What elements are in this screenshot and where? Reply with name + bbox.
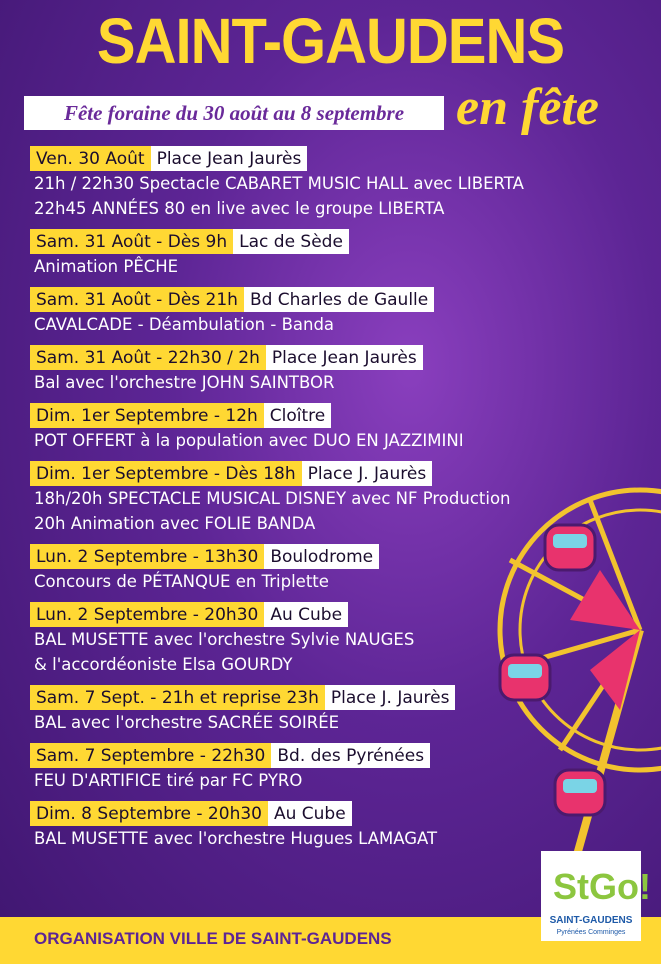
- event-description: Bal avec l'orchestre JOHN SAINTBOR: [34, 373, 335, 392]
- event-item: [30, 461, 630, 536]
- event-item: [30, 801, 630, 851]
- event-header: [30, 345, 630, 370]
- event-date: Dim. 1er Septembre - 12h: [30, 403, 264, 428]
- event-header: [30, 461, 630, 486]
- event-date: Sam. 31 Août - Dès 9h: [30, 229, 233, 254]
- city-logo: [541, 851, 651, 941]
- event-date: Sam. 7 Septembre - 22h30: [30, 743, 271, 768]
- event-header: [30, 229, 630, 254]
- event-description: CAVALCADE - Déambulation - Banda: [34, 315, 335, 334]
- event-description: 20h Animation avec FOLIE BANDA: [34, 514, 316, 533]
- event-date: Sam. 31 Août - 22h30 / 2h: [30, 345, 266, 370]
- event-item: [30, 345, 630, 395]
- logo-icon: [541, 851, 651, 941]
- event-item: [30, 685, 630, 735]
- event-header: [30, 287, 630, 312]
- event-description: BAL avec l'orchestre SACRÉE SOIRÉE: [34, 713, 340, 732]
- event-item: [30, 287, 630, 337]
- event-description: POT OFFERT à la population avec DUO EN JAZZIMINI: [34, 431, 464, 450]
- event-list: [30, 146, 630, 859]
- event-place: Au Cube: [264, 602, 348, 627]
- event-header: [30, 602, 630, 627]
- event-description: Animation PÊCHE: [34, 257, 179, 276]
- event-item: [30, 229, 630, 279]
- event-description: 22h45 ANNÉES 80 en live avec le groupe LIBERTA: [34, 199, 445, 218]
- svg-text:StGo!: StGo!: [553, 866, 651, 907]
- event-description: Concours de PÉTANQUE en Triplette: [34, 572, 329, 591]
- event-description: & l'accordéoniste Elsa GOURDY: [34, 655, 293, 674]
- event-description: FEU D'ARTIFICE tiré par FC PYRO: [34, 771, 303, 790]
- event-item: [30, 602, 630, 677]
- event-header: [30, 801, 630, 826]
- event-date: Lun. 2 Septembre - 13h30: [30, 544, 264, 569]
- svg-text:Pyrénées Comminges: Pyrénées Comminges: [556, 929, 626, 936]
- event-description: 21h / 22h30 Spectacle CABARET MUSIC HALL avec LIBERTA: [34, 174, 524, 193]
- poster-title: SAINT-GAUDENS: [96, 5, 565, 78]
- event-place: Place J. Jaurès: [325, 685, 456, 710]
- event-place: Boulodrome: [264, 544, 379, 569]
- tagline: en fête: [456, 79, 599, 136]
- event-date: Dim. 8 Septembre - 20h30: [30, 801, 268, 826]
- event-description: BAL MUSETTE avec l'orchestre Sylvie NAUGES: [34, 630, 415, 649]
- event-header: [30, 685, 630, 710]
- event-header: [30, 544, 630, 569]
- event-header: [30, 403, 630, 428]
- svg-text:SAINT-GAUDENS: SAINT-GAUDENS: [549, 915, 633, 926]
- event-place: Au Cube: [268, 801, 352, 826]
- event-item: [30, 146, 630, 221]
- event-place: Place J. Jaurès: [302, 461, 433, 486]
- event-description: BAL MUSETTE avec l'orchestre Hugues LAMAGAT: [34, 829, 438, 848]
- event-header: [30, 146, 630, 171]
- event-header: [30, 743, 630, 768]
- event-item: [30, 743, 630, 793]
- subtitle: Fête foraine du 30 août au 8 septembre: [63, 100, 405, 125]
- event-place: Lac de Sède: [233, 229, 349, 254]
- event-item: [30, 544, 630, 594]
- event-date: Dim. 1er Septembre - Dès 18h: [30, 461, 302, 486]
- event-item: [30, 403, 630, 453]
- event-place: Place Jean Jaurès: [151, 146, 308, 171]
- footer-text: ORGANISATION VILLE DE SAINT-GAUDENS: [34, 929, 392, 948]
- event-place: Bd. des Pyrénées: [271, 743, 430, 768]
- event-date: Sam. 31 Août - Dès 21h: [30, 287, 244, 312]
- event-date: Lun. 2 Septembre - 20h30: [30, 602, 264, 627]
- event-place: Cloître: [264, 403, 331, 428]
- event-place: Place Jean Jaurès: [266, 345, 423, 370]
- event-place: Bd Charles de Gaulle: [244, 287, 434, 312]
- event-date: Sam. 7 Sept. - 21h et reprise 23h: [30, 685, 325, 710]
- event-date: Ven. 30 Août: [30, 146, 151, 171]
- subtitle-banner: [24, 96, 444, 130]
- event-description: 18h/20h SPECTACLE MUSICAL DISNEY avec NF Production: [34, 489, 511, 508]
